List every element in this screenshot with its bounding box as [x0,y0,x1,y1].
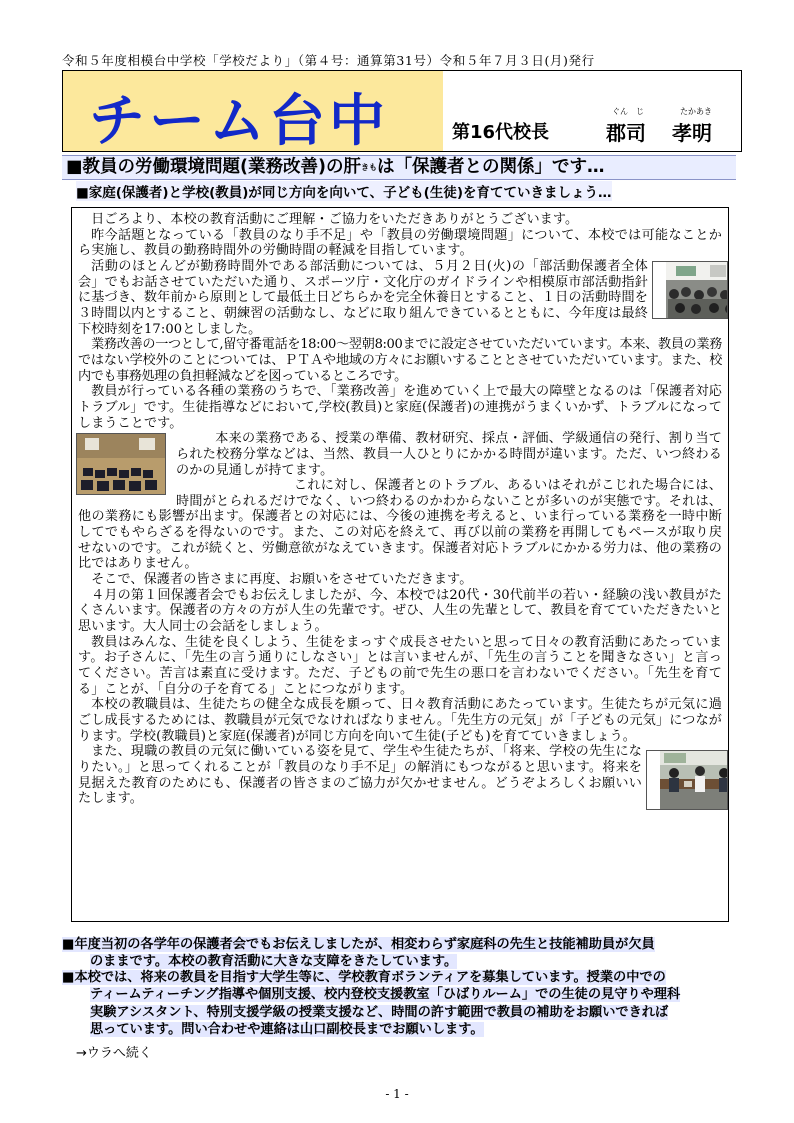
headline-ruby: きも [361,163,378,172]
newsletter-title: チーム台中 [89,89,389,154]
continued-on-back: →ウラへ続く [76,1046,152,1061]
notice-text: 実験アシスタント、特別支援学級の授業支援など、時間の許す範囲で教員の補助をお願いできれば [90,1004,669,1020]
principal-label: 第16代校長 [452,122,550,143]
photo-gymnasium [76,433,166,495]
paragraph-work-duties [78,431,722,478]
paragraph: 教員はみんな、生徒を良くしよう、生徒をまっすぐ成長させたいと思って日々の教育活動にあたっています。お子さんに、「先生の言う通りにしなさい」とは言いませんが、「先生の言うことを聞きなさい」と言ってください。苦言は素直に受けます。ただ、子どもの前で先生の悪口を言わないでください。「先生を育てる」ことが、「自分の子を育てる」ことにつながります。 [78,634,722,697]
paragraph: 教員が行っている各種の業務のうちで、「業務改善」を進めていく上で最大の障壁となるのは「保護者対応トラブル」です。生徒指導などにおいて,学校(教員)と家庭(保護者)の連携がうまくいかず、トラブルになってしまうことです。 [78,384,722,431]
photo-science-class [646,750,728,810]
masthead-title-box [63,71,443,154]
surname-ruby: ぐん じ [612,107,644,116]
notice-line [62,953,742,970]
principal-given-name: 孝明 [672,121,712,145]
notice-text: ■本校では、将来の教員を目指す大学生等に、学校教育ボランティアを募集しています。授業の中での [62,970,666,985]
gym-photo-image [77,434,165,494]
given-name-ruby: たかあき [680,107,712,116]
notice-text: ティームティーチング指導や個別支援、校内登校支援教室「ひばりルーム」での生徒の見守りや理科 [90,987,681,1003]
article-body [78,212,722,810]
headline-banner [62,155,736,180]
notice-line [62,1004,742,1021]
paragraph-text: また、現職の教員の元気に働いている姿を見て、学生や生徒たちが、「将来、学校の先生になりたい。」と思ってくれることが「教員のなり手不足」の解消にもつながると思います。将来を見据えた教育のためにも、保護者の皆さまのご協力が欠かせません。どうぞよろしくお願いいたします。 [78,744,642,807]
page-number: - 1 - [385,1087,409,1101]
photo-club-meeting [652,261,728,319]
paragraph: そこで、保護者の皆さまに再度、お願いをさせていただきます。 [91,572,473,588]
issue-line: 令和５年度相模台中学校「学校だより」（第４号：通算第31号）令和５年７月３日(月)発行 [62,53,595,68]
notice-home-economics-vacancy [62,936,742,971]
notice-volunteer-recruitment [62,969,742,1038]
science-photo-image [660,751,728,809]
classroom-photo-image [666,262,728,318]
paragraph: ４月の第１回保護者会でもお伝えしましたが、今、本校では20代・30代前半の若い・経験の浅い教員がたくさんいます。保護者の方々の方が人生の先輩です。ぜひ、人生の先輩として、教員を育てていただきたいと思います。大人同士の会話をしましょう。 [78,587,722,635]
paragraph: 日ごろより、本校の教育活動にご理解・ご協力をいただきありがとうございます。 [91,212,579,227]
headline-text-rest: は「保護者との関係」です… [377,157,605,177]
paragraph: これに対し、保護者とのトラブル、あるいはそれがこじれた場合には、時間がとられるだけでなく、いつ終わるのかわからないことが多いのが実態です。それは、他の業務にも影響が出ます。保護者との対応には、今後の連携を考えると、いま行っている業務を一時中断してでもやらざるを得ないのです。また、この対応を終えて、再び以前の業務を再開してもペースが取り戻せないのです。これが続くと、労働意欲がなえていきます。保護者対応トラブルにかかる労力は、他の業務の比ではありません。 [78,478,722,572]
headline [66,156,605,179]
paragraph: 本校の教職員は、生徒たちの健全な成長を願って、日々教育活動にあたっています。生徒たちが元気に過ごし成長するためには、教職員が元気でなければなりません。「先生方の元気」が「子どもの元気」につながります。学校(教職員)と家庭(保護者)が同じ方向を向いて生徒(子ども)を育てていきましょう。 [78,697,722,744]
paragraph: 昨今話題となっている「教員のなり手不足」や「教員の労働環境問題」について、本校では可能なことから実施し、教員の勤務時間外の労働時間の軽減を目指しています。 [78,227,722,259]
article-box [71,207,729,922]
subheadline: ■家庭(保護者)と学校(教員)が同じ方向を向いて、子ども(生徒)を育てていきましょう… [76,181,612,201]
paragraph-closing [78,744,722,807]
notice-line [62,986,742,1003]
notice-text: 思っています。問い合わせや連絡は山口副校長までお願いします。 [90,1021,484,1037]
principal-surname: 郡司 [606,121,646,145]
notice-text: のままです。本校の教育活動に大きな支障をきたしています。 [90,954,458,970]
notice-line [62,969,742,986]
paragraph: 業務改善の一つとして,留守番電話を18:00～翌朝8:00までに設定させていただいています。本来、教員の業務ではない学校外のことについては、ＰＴＡや地域の方々にお願いすることとさせていただいています。また、校内でも事務処理の負担軽減などを図っているところです。 [78,337,722,384]
notice-line [62,1021,742,1038]
paragraph-text: 本来の業務である、授業の準備、教材研究、採点・評価、学級通信の発行、割り当てられた校務分掌などは、当然、教員一人ひとりにかかる時間が違います。ただ、いつ終わるのかの見通しが持てます。 [176,431,722,478]
notice-line [62,936,742,953]
headline-text: ■教員の労働環境問題(業務改善)の肝 [66,157,362,177]
paragraph-text: 活動のほとんどが勤務時間外である部活動については、５月２日(火)の「部活動保護者全体会」でもお話させていただいた通り、スポーツ庁・文化庁のガイドラインや相模原市部活動指針に基づき、数年前から原則として最低土日どちらかを完全休養日とすること、１日の活動時間を３時間以内とすること、朝練習の活動なし、などに取り組んできているとともに、今年度は最終下校時刻を17:00としました。 [78,258,648,337]
paragraph-club-activities [78,259,722,337]
notice-text: ■年度当初の各学年の保護者会でもお伝えしましたが、相変わらず家庭科の先生と技能補助員が欠員 [62,937,655,952]
